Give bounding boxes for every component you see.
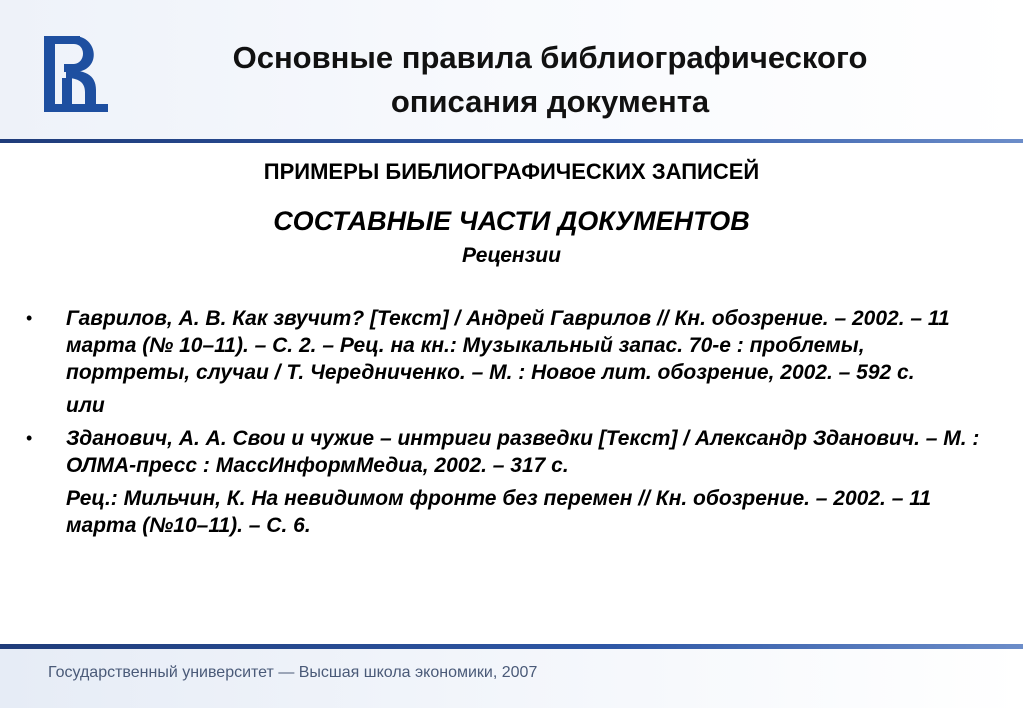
bullet-icon: • [26,308,33,328]
entry-text: Зданович, А. А. Свои и чужие – интриги разведки [Текст] / Александр Зданович. – М. : ОЛМА-пресс : МассИнформМедиа, 2002. – 317 с. [66,427,980,477]
header-divider [0,139,1023,143]
footer-text: Государственный университет — Высшая школа экономики, 2007 [48,664,538,681]
title-line-1: Основные правила библиографического [232,40,868,75]
bibliography-entry [26,425,986,479]
entry-text: Гаврилов, А. В. Как звучит? [Текст] / Андрей Гаврилов // Кн. обозрение. – 2002. – 11 марта (№ 10–11). – С. 2. – Рец. на кн.: Музыкальный запас. 70-е : проблемы, портреты, случаи / Т. Чередниченко. – М. : Новое лит. обозрение, 2002. – 592 с. [66,307,950,384]
bullet-icon: • [26,428,33,448]
bibliography-list [26,305,986,545]
slide-title [130,36,970,124]
title-line-2: описания документа [390,84,710,119]
review-note: Рец.: Мильчин, К. На невидимом фронте без перемен // Кн. обозрение. – 2002. – 11 марта (№10–11). – С. 6. [66,487,932,537]
hse-logo-icon [40,34,110,114]
separator-text: или [66,394,105,417]
section-heading: СОСТАВНЫЕ ЧАСТИ ДОКУМЕНТОВ [273,206,750,236]
bibliography-entry [26,305,986,386]
examples-heading: ПРИМЕРЫ БИБЛИОГРАФИЧЕСКИХ ЗАПИСЕЙ [263,159,760,184]
subsection-heading: Рецензии [462,244,561,267]
